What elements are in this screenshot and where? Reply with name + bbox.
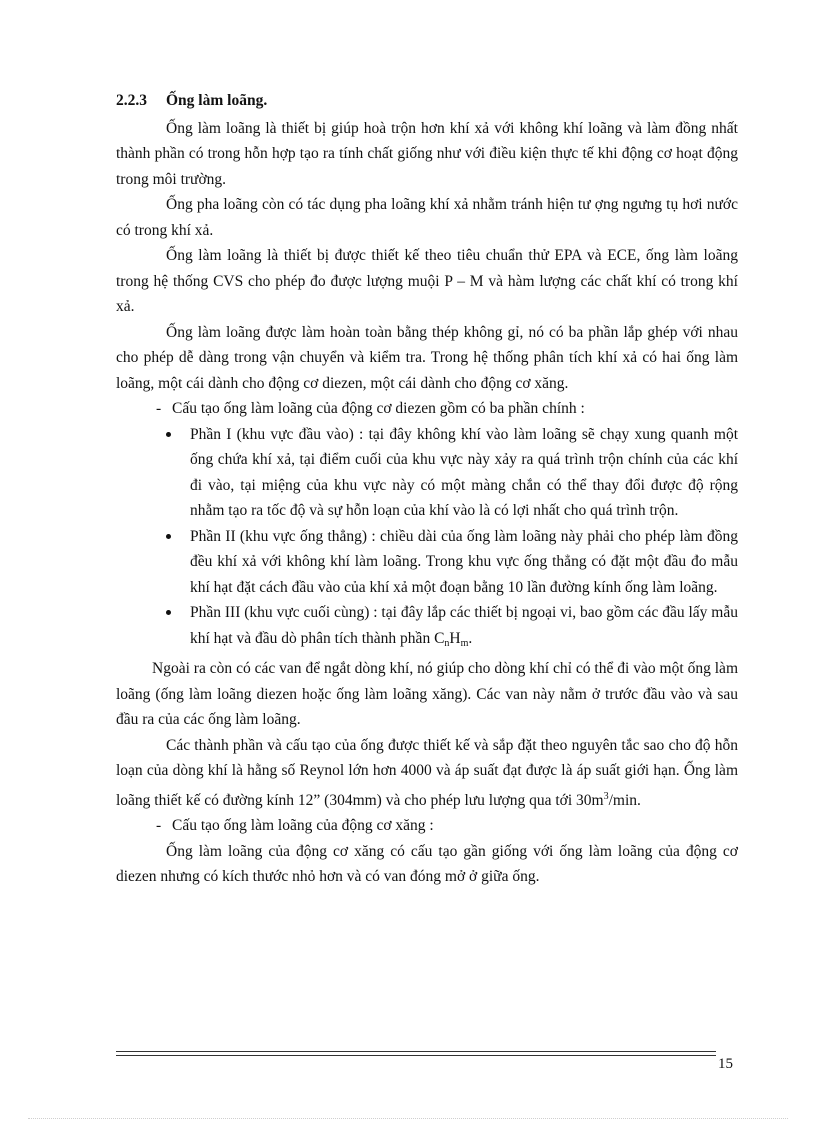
- paragraph-5: Ngoài ra còn có các van để ngắt dòng khí, nó giúp cho dòng khí chỉ có thể đi vào một ống làm loãng (ống làm loãng diezen hoặc ống làm loãng xăng). Các van này nằm ở trước đầu vào và sau đầu ra của các ống làm loãng.: [116, 660, 738, 728]
- paragraph-1: Ống làm loãng là thiết bị giúp hoà trộn hơn khí xả với không khí loãng và làm đồng nhất thành phần có trong hỗn hợp tạo ra tính chất giống như với điều kiện thực tế khi động cơ hoạt động trong môi trường.: [116, 119, 738, 188]
- dash-marker: -: [156, 817, 162, 834]
- footer-divider: [116, 1051, 716, 1056]
- page-bottom-edge: [28, 1118, 788, 1119]
- part-1-text: Phần I (khu vực đầu vào) : tại đây không khí vào làm loãng sẽ chạy xung quanh một ống chứa khí xả, tại điểm cuối của khu vực này xảy ra quá trình trộn chính của các khí đi vào, tại miệng của khu vực này có một màng chắn có thể thay đổi được độ rộng nhằm tạo ra tốc độ và sự hỗn loạn của khí vào là có lợi nhất cho quá trình trộn.: [190, 425, 738, 519]
- diesel-parts-list: [116, 422, 738, 657]
- paragraph-2: Ống pha loãng còn có tác dụng pha loãng khí xả nhằm tránh hiện tư ợng ngưng tụ hơi nước có trong khí xả.: [116, 196, 738, 239]
- paragraph-6-end: /min.: [608, 791, 641, 809]
- paragraph-3: Ống làm loãng là thiết bị được thiết kế theo tiêu chuẩn thử EPA và ECE, ống làm loãng trong hệ thống CVS cho phép đo được lượng muội P – M và hàm lượng các chất khí có trong khí xả.: [116, 247, 738, 315]
- list-item: [116, 422, 738, 524]
- subscript-m: m: [460, 637, 469, 649]
- dash-marker: -: [156, 400, 162, 417]
- diesel-structure-intro: [116, 396, 738, 422]
- paragraph-6: [116, 733, 738, 814]
- paragraph-7: Ống làm loãng của động cơ xăng có cấu tạo gần giống với ống làm loãng của động cơ diezen nhưng có kích thước nhỏ hơn và có van đóng mở ở giữa ống.: [116, 842, 738, 885]
- document-page: [116, 88, 738, 890]
- subscript-n: n: [444, 637, 450, 649]
- list-item: [116, 600, 738, 656]
- bullet-icon: [166, 534, 171, 539]
- gasoline-structure-intro: [116, 813, 738, 839]
- hydrogen-symbol: H: [449, 629, 461, 647]
- part-3-text: Phần III (khu vực cuối cùng) : tại đây lắp các thiết bị ngoại vi, bao gồm các đầu lấy mẫu khí hạt và đầu dò phân tích thành phần C: [190, 604, 738, 647]
- section-number: 2.2.3: [116, 92, 147, 109]
- section-heading: [116, 88, 738, 114]
- diesel-intro-text: Cấu tạo ống làm loãng của động cơ diezen gồm có ba phần chính :: [172, 400, 585, 417]
- bullet-icon: [166, 610, 171, 615]
- part-2-text: Phần II (khu vực ống thẳng) : chiều dài của ống làm loãng này phải cho phép làm đồng đều khí xả với không khí làm loãng. Trong khu vực ống thẳng có đặt một đầu đo mẫu khí hạt đặt cách đầu vào của khí xả một đoạn bằng 10 lần đường kính ống làm loãng.: [190, 527, 738, 596]
- section-title: Ống làm loãng.: [166, 92, 268, 109]
- page-number: 15: [718, 1056, 733, 1072]
- superscript-3: 3: [603, 790, 609, 802]
- paragraph-6-text: Các thành phần và cấu tạo của ống được thiết kế và sắp đặt theo nguyên tắc sao cho độ hỗn loạn của dòng khí là hằng số Reynol lớn hơn 4000 và áp suất đạt được là áp suất giới hạn. Ống làm loãng thiết kế có đường kính 12” (304mm) và cho phép lưu lượng qua tới 30m: [116, 736, 738, 809]
- gasoline-intro-text: Cấu tạo ống làm loãng của động cơ xăng :: [172, 817, 434, 834]
- paragraph-4: Ống làm loãng được làm hoàn toàn bằng thép không gỉ, nó có ba phần lắp ghép với nhau cho phép dễ dàng trong vận chuyển và kiểm tra. Trong hệ thống phân tích khí xả có hai ống làm loãng, một cái dành cho động cơ diezen, một cái dành cho động cơ xăng.: [116, 323, 738, 392]
- bullet-icon: [166, 432, 171, 437]
- part-3-end: .: [468, 629, 473, 647]
- list-item: [116, 524, 738, 601]
